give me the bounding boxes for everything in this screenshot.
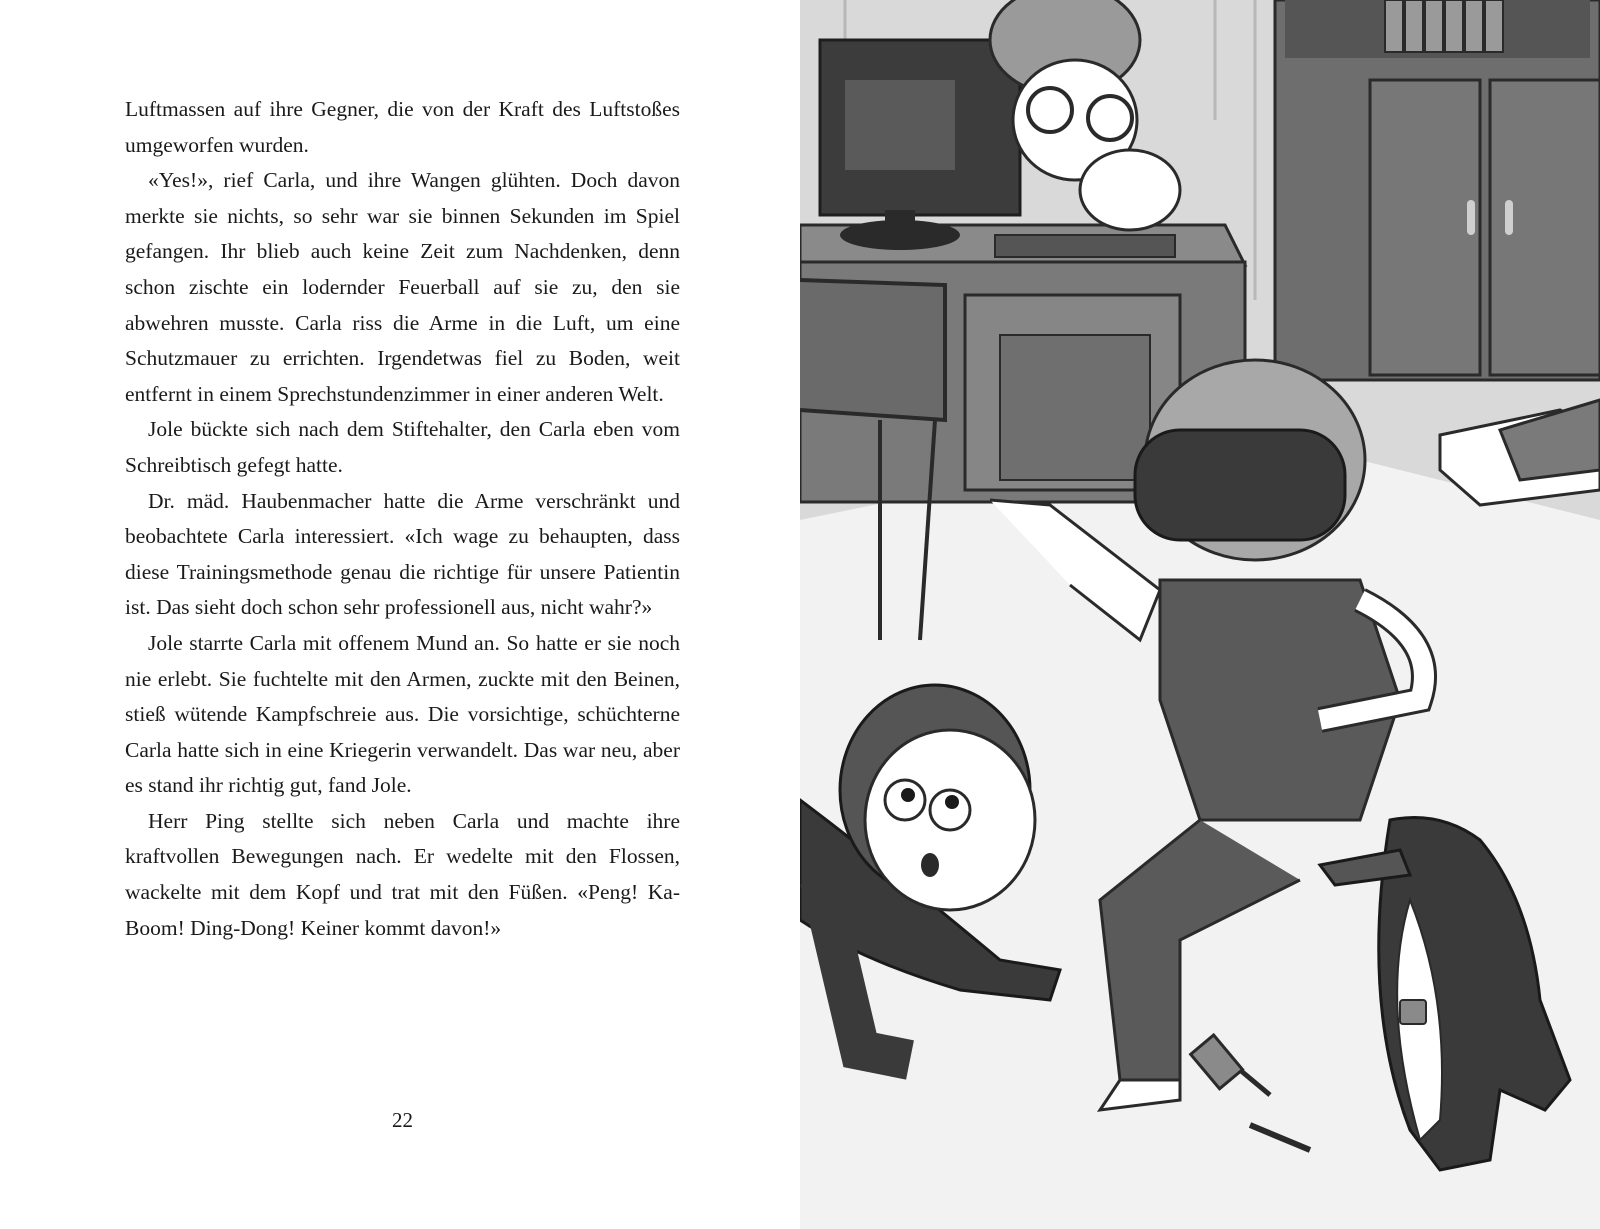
- paragraph-3: Jole bückte sich nach dem Stiftehalter, den Carla eben vom Schreibtisch gefegt hatte.: [125, 417, 680, 477]
- paragraph-2: «Yes!», rief Carla, und ihre Wangen glühten. Doch davon merkte sie nichts, so sehr war sie binnen Sekunden im Spiel gefangen. Ihr blieb auch keine Zeit zum Nachdenken, denn schon zischte ein lodernder Feuerball auf sie zu, den sie abwehren musste. Carla riss die Arme in die Luft, um eine Schutzmauer zu errichten. Irgendetwas fiel zu Boden, weit entfernt in einem Sprechstundenzimmer in einer anderen Welt.: [125, 168, 680, 406]
- paragraph-1: Luftmassen auf ihre Gegner, die von der Kraft des Luftstoßes umgeworfen wurden.: [125, 97, 680, 157]
- cabinet: [1275, 0, 1600, 380]
- illustration-page: [800, 0, 1600, 1229]
- body-text: [125, 92, 680, 946]
- paragraph-6: Herr Ping stellte sich neben Carla und machte ihre kraftvollen Bewegungen nach. Er wedelte mit den Flossen, wackelte mit dem Kopf und trat mit den Füßen. «Peng! Ka-Boom! Ding-Dong! Keiner kommt davon!»: [125, 808, 680, 940]
- paragraph-5: Jole starrte Carla mit offenem Mund an. So hatte er sie noch nie erlebt. Sie fuchtelte mit den Armen, zuckte mit den Beinen, stieß wütende Kampfschreie aus. Die vorsichtige, schüchterne Carla hatte sich in eine Kriegerin verwandelt. Das war neu, aber es stand ihr richtig gut, fand Jole.: [125, 630, 680, 798]
- page-number: 22: [392, 1108, 413, 1132]
- paragraph-4: Dr. mäd. Haubenmacher hatte die Arme verschränkt und beobachtete Carla interessiert. «Ich wage zu behaupten, dass diese Trainingsmethode genau die richtige für unsere Patientin ist. Das sieht doch schon sehr professionell aus, nicht wahr?»: [125, 488, 680, 620]
- illustration: [800, 0, 1600, 1229]
